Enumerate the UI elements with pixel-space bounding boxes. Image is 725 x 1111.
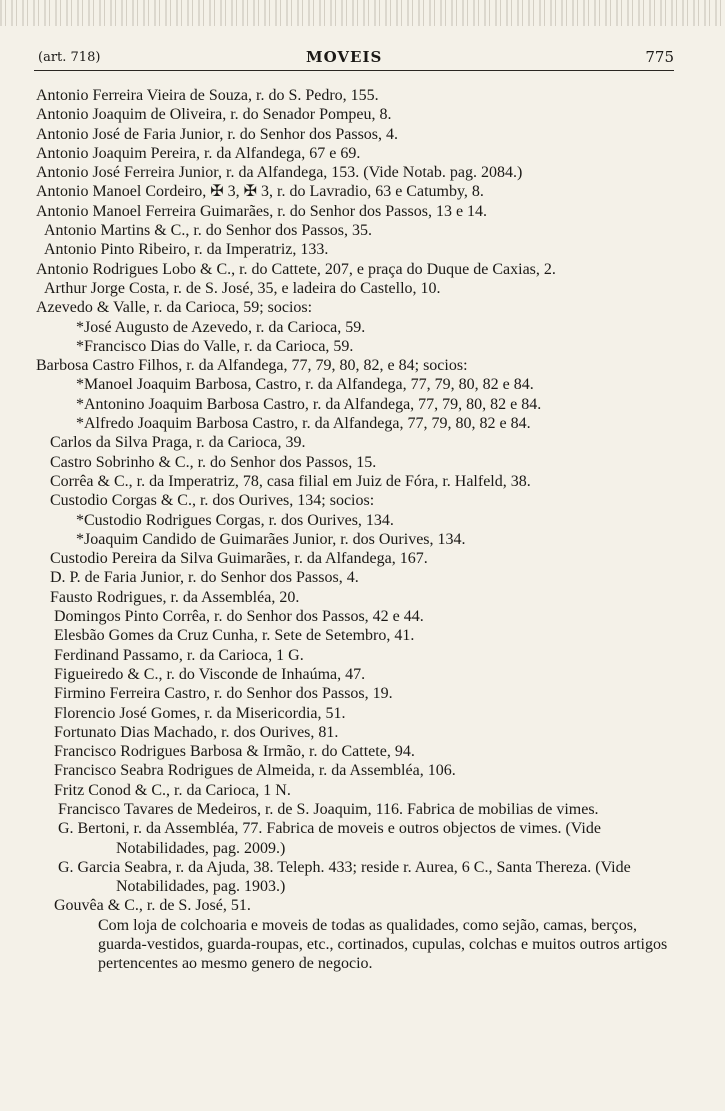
directory-entry: G. Garcia Seabra, r. da Ajuda, 38. Teleph. 433; reside r. Aurea, 6 C., Santa Thereza. (Vide Notabilidades, pag. 1903.) [58,858,631,896]
directory-entries [36,86,686,974]
directory-entry: G. Bertoni, r. da Assembléa, 77. Fabrica de moveis e outros objectos de vimes. (Vide Notabilidades, pag. 2009.) [58,820,601,857]
partner-entry: *Joaquim Candido de Guimarães Junior, r. dos Ourives, 134. [76,530,466,548]
directory-entry: Castro Sobrinho & C., r. do Senhor dos Passos, 15. [50,453,377,471]
directory-entry: Francisco Tavares de Medeiros, r. de S. Joaquim, 116. Fabrica de mobilias de vimes. [58,800,599,818]
directory-entry: Fortunato Dias Machado, r. dos Ourives, 81. [54,723,339,741]
section-title: MOVEIS [306,48,383,66]
directory-entry: Antonio Manoel Ferreira Guimarães, r. do Senhor dos Passos, 13 e 14. [36,202,488,220]
partner-entry: *Francisco Dias do Valle, r. da Carioca, 59. [76,337,354,355]
directory-entry: Francisco Seabra Rodrigues de Almeida, r. da Assembléa, 106. [54,762,456,780]
directory-entry: Azevedo & Valle, r. da Carioca, 59; socios: [36,299,313,317]
partner-entry: *José Augusto de Azevedo, r. da Carioca, 59. [76,318,366,336]
directory-entry: Antonio Manoel Cordeiro, ✠ 3, ✠ 3, r. do Lavradio, 63 e Catumby, 8. [36,183,484,201]
directory-entry: Antonio José de Faria Junior, r. do Senhor dos Passos, 4. [36,125,399,143]
directory-entry: Fritz Conod & C., r. da Carioca, 1 N. [54,781,291,799]
directory-entry: Antonio Joaquim Pereira, r. da Alfandega, 67 e 69. [36,144,361,162]
directory-entry: Fausto Rodrigues, r. da Assembléa, 20. [50,588,300,606]
directory-entry: Antonio Ferreira Vieira de Souza, r. do S. Pedro, 155. [36,87,379,104]
directory-entry: Arthur Jorge Costa, r. de S. José, 35, e ladeira do Castello, 10. [44,279,441,297]
running-head [34,48,674,72]
header-rule [34,70,674,71]
directory-entry: D. P. de Faria Junior, r. do Senhor dos Passos, 4. [50,569,359,587]
directory-entry: Figueiredo & C., r. do Visconde de Inhaúma, 47. [54,665,366,683]
directory-entry: Florencio José Gomes, r. da Misericordia, 51. [54,704,346,722]
directory-entry: Antonio Pinto Ribeiro, r. da Imperatriz, 133. [44,241,329,259]
scan-edge-noise [0,0,725,26]
partner-entry: *Custodio Rodrigues Corgas, r. dos Ourives, 134. [76,511,394,529]
partner-entry: *Antonino Joaquim Barbosa Castro, r. da Alfandega, 77, 79, 80, 82 e 84. [76,395,542,413]
entry-description: Com loja de colchoaria e moveis de todas as qualidades, como sejão, camas, berços, guarda-vestidos, guarda-roupas, etc., cortinados, cupulas, colchas e muitos outros artigos pertencentes ao mesmo genero de negocio. [98,916,668,973]
directory-entry: Custodio Corgas & C., r. dos Ourives, 134; socios: [50,492,375,510]
directory-entry: Domingos Pinto Corrêa, r. do Senhor dos Passos, 42 e 44. [54,608,424,626]
partner-entry: *Manoel Joaquim Barbosa, Castro, r. da Alfandega, 77, 79, 80, 82 e 84. [76,376,534,394]
directory-entry: Carlos da Silva Praga, r. da Carioca, 39. [50,434,306,452]
directory-entry: Ferdinand Passamo, r. da Carioca, 1 G. [54,646,304,664]
directory-entry: Custodio Pereira da Silva Guimarães, r. da Alfandega, 167. [50,550,428,568]
page-number: 775 [645,48,674,66]
article-reference: (art. 718) [38,50,101,65]
directory-entry: Gouvêa & C., r. de S. José, 51. [54,897,251,915]
directory-entry: Antonio Rodrigues Lobo & C., r. do Cattete, 207, e praça do Duque de Caxias, 2. [36,260,556,278]
directory-entry: Elesbão Gomes da Cruz Cunha, r. Sete de Setembro, 41. [54,627,415,645]
directory-entry: Antonio Martins & C., r. do Senhor dos Passos, 35. [44,222,373,240]
directory-entry: Corrêa & C., r. da Imperatriz, 78, casa filial em Juiz de Fóra, r. Halfeld, 38. [50,472,531,490]
directory-entry: Francisco Rodrigues Barbosa & Irmão, r. do Cattete, 94. [54,743,415,761]
directory-entry: Firmino Ferreira Castro, r. do Senhor dos Passos, 19. [54,685,393,703]
partner-entry: *Alfredo Joaquim Barbosa Castro, r. da Alfandega, 77, 79, 80, 82 e 84. [76,415,531,433]
directory-entry: Antonio José Ferreira Junior, r. da Alfandega, 153. (Vide Notab. pag. 2084.) [36,164,523,182]
directory-entry: Antonio Joaquim de Oliveira, r. do Senador Pompeu, 8. [36,106,392,124]
directory-entry: Barbosa Castro Filhos, r. da Alfandega, 77, 79, 80, 82, e 84; socios: [36,357,468,375]
